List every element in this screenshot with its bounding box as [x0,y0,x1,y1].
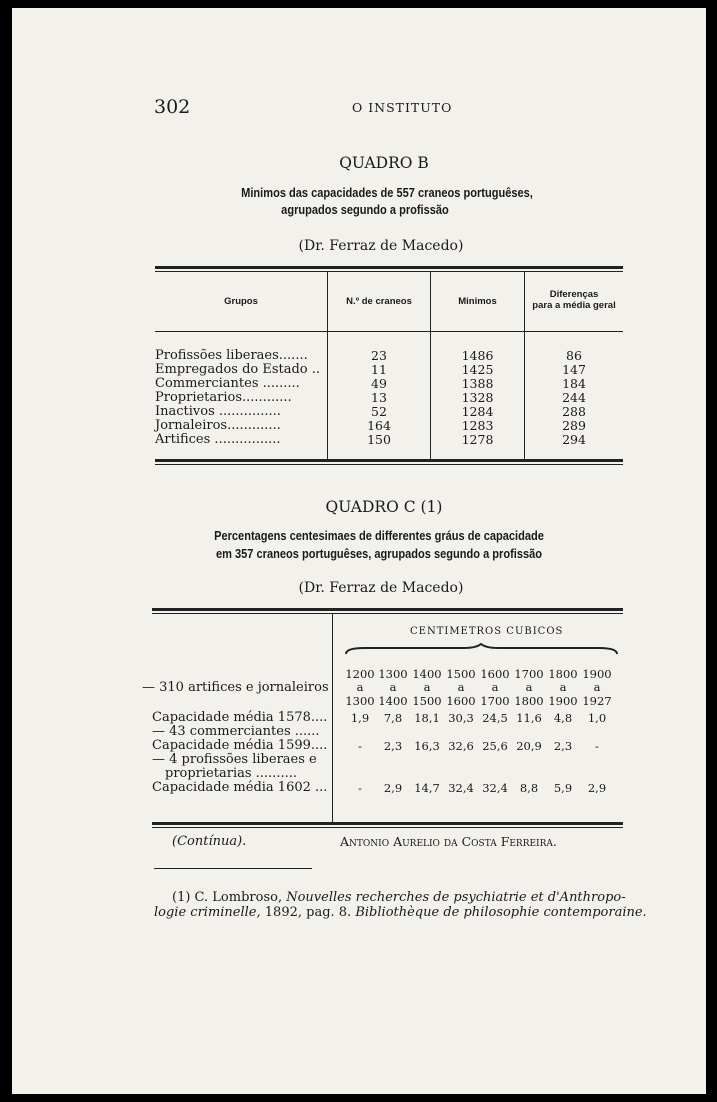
page-header [154,96,666,116]
row-grupo: Jornaleiros............. [155,418,281,433]
pct-value: 2,3 [383,739,403,753]
pct-value: 11,6 [516,711,542,725]
quadro-b-author: (Dr. Ferraz de Macedo) [298,238,464,254]
footnote-series: Bibliothèque de philosophie contemporaine. [355,905,647,920]
range-a: a [593,680,601,694]
range-to: 1400 [378,694,408,708]
range-from: 1700 [514,667,544,681]
range-a: a [559,680,567,694]
range-to: 1500 [412,694,442,708]
group1-media: Capacidade média 1578.... [152,710,328,725]
row-diferenca: 184 [562,376,586,391]
footnote-date: 1892, pag. 8. [264,905,352,920]
pct-value: - [358,739,362,753]
pct-value: 1,0 [587,711,607,725]
page-number: 302 [154,96,191,118]
row-grupo: Artifices ................ [155,432,281,447]
range-a: a [356,680,364,694]
row-grupo: Commerciantes ......... [155,376,300,391]
footnote-line-2 [154,905,647,920]
range-to: 1800 [514,694,544,708]
range-a: a [491,680,499,694]
quadro-c-title: QUADRO C (1) [325,498,443,516]
group1-label: — 310 artifices e jornaleiros [142,680,329,695]
row-craneos: 13 [371,390,387,405]
row-minimo: 1284 [461,404,494,419]
pct-value: 32,4 [448,781,474,795]
pct-value: 5,9 [553,781,573,795]
quadro-c-bottom-rule [152,822,623,828]
article-author: Antonio Aurelio da Costa Ferreira. [340,834,557,849]
continua-note: (Contínua). [172,834,247,849]
range-a: a [389,680,397,694]
pct-value: 25,6 [482,739,508,753]
row-diferenca: 288 [562,404,586,419]
pct-value: 8,8 [519,781,539,795]
range-to: 1600 [446,694,476,708]
quadro-b-subtitle-2: agrupados segundo a profissão [281,202,449,217]
row-diferenca: 244 [562,390,586,405]
pct-value: 2,3 [553,739,573,753]
quadro-b-subtitle-1: Minimos das capacidades de 557 craneos portuguêses, [241,185,533,200]
row-diferenca: 294 [562,432,586,447]
range-a: a [525,680,533,694]
row-craneos: 52 [371,404,387,419]
header-craneos: N.º de craneos [346,296,412,307]
quadro-c-subtitle-2: em 357 craneos portuguêses, agrupados segundo a profissão [215,546,543,561]
range-from: 1200 [345,667,375,681]
header-diferencas [525,289,623,311]
row-diferenca: 86 [566,348,582,363]
range-from: 1900 [582,667,612,681]
row-grupo: Proprietarios............ [155,390,292,405]
quadro-c-subtitle-1: Percentagens centesimaes de differentes gráus de capacidade [214,528,544,543]
row-diferenca: 289 [562,418,586,433]
pct-value: - [595,739,599,753]
pct-value: 1,9 [350,711,370,725]
footnote-rule [154,868,312,869]
row-minimo: 1283 [461,418,494,433]
header-diferencas-line2: para a média geral [532,300,616,311]
range-a: a [457,680,465,694]
pct-value: 24,5 [482,711,508,725]
range-from: 1400 [412,667,442,681]
pct-value: 30,3 [448,711,474,725]
row-craneos: 23 [371,348,387,363]
group3-label: — 4 profissões liberaes e [152,752,317,767]
range-to: 1900 [548,694,578,708]
row-grupo: Empregados do Estado .. [155,362,321,377]
range-a: a [423,680,431,694]
pct-value: 4,8 [553,711,573,725]
row-minimo: 1328 [461,390,494,405]
footnote-title: Nouvelles recherches de psychiatrie et d'Anthropo- [286,890,626,905]
row-craneos: 164 [367,418,391,433]
quadro-c-author: (Dr. Ferraz de Macedo) [298,580,464,596]
range-from: 1600 [480,667,510,681]
range-from: 1500 [446,667,476,681]
row-craneos: 11 [371,362,387,377]
header-diferencas-line1: Diferenças [549,289,599,300]
pct-value: - [358,781,362,795]
quadro-b-bottom-rule [155,459,623,465]
pct-value: 16,3 [414,739,440,753]
row-diferenca: 147 [562,362,586,377]
range-from: 1800 [548,667,578,681]
pct-value: 20,9 [516,739,542,753]
range-to: 1927 [582,694,612,708]
brace-icon [344,642,619,658]
footnote-marker: (1) C. Lombroso, [172,890,283,905]
pct-value: 18,1 [414,711,440,725]
row-craneos: 150 [367,432,391,447]
range-to: 1700 [480,694,510,708]
quadro-c-top-rule [152,608,623,614]
row-grupo: Profissões liberaes....... [155,348,308,363]
row-minimo: 1486 [461,348,494,363]
pct-value: 14,7 [414,781,440,795]
row-minimo: 1425 [461,362,494,377]
group3-media: Capacidade média 1602 ... [152,780,328,795]
range-from: 1300 [378,667,408,681]
row-minimo: 1388 [461,376,494,391]
row-craneos: 49 [371,376,387,391]
pct-value: 7,8 [383,711,403,725]
group3-label-cont: proprietarias .......... [165,766,297,781]
header-minimos: Minimos [458,296,497,307]
pct-value: 32,6 [448,739,474,753]
footnote-line-1 [172,890,626,905]
header-grupos: Grupos [224,296,258,307]
range-to: 1300 [345,694,375,708]
group2-label: — 43 commerciantes ...... [152,724,320,739]
centimetros-cubicos-heading: CENTIMETROS CUBICOS [410,626,564,637]
running-head: O INSTITUTO [352,100,453,115]
quadro-b-title: QUADRO B [339,154,429,172]
row-grupo: Inactivos ............... [155,404,281,419]
footnote-title-cont: logie criminelle, [154,905,261,920]
quadro-b-top-rule [155,266,623,272]
group2-media: Capacidade média 1599.... [152,738,328,753]
pct-value: 2,9 [383,781,403,795]
quadro-b-header-rule [155,331,623,332]
row-minimo: 1278 [461,432,494,447]
page-sheet [12,8,706,1094]
quadro-c-col-divider [332,614,333,822]
pct-value: 2,9 [587,781,607,795]
pct-value: 32,4 [482,781,508,795]
